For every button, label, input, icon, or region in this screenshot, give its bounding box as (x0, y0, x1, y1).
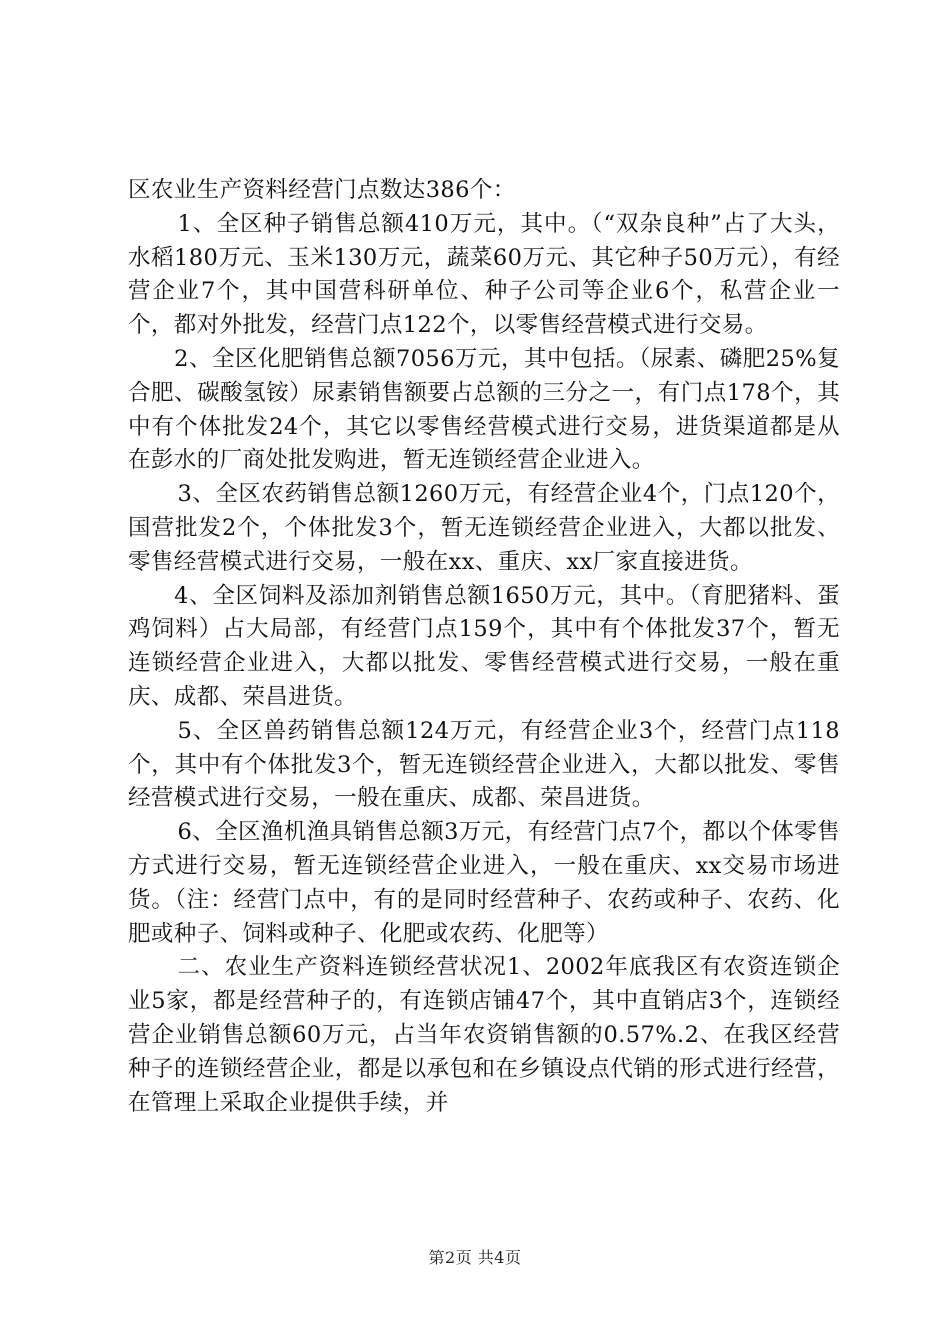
paragraph-intro: 区农业生产资料经营门点数达386个： (128, 177, 516, 203)
paragraph-fishing-gear: 6、全区渔机渔具销售总额3万元，有经营门点7个，都以个体零售方式进行交易，暂无连锁经营企业进入，一般在重庆、xx交易市场进货。（注：经营门点中，有的是同时经营种子、农药或种子、农药、化肥或种子、饲料或种子、化肥或农药、化肥等） (128, 819, 840, 947)
paragraph-feed: 4、全区饲料及添加剂销售总额1650万元，其中。（育肥猪料、蛋鸡饲料）占大局部，有经营门点159个，其中有个体批发37个，暂无连锁经营企业进入，大都以批发、零售经营模式进行交易，一般在重庆、成都、荣昌进货。 (128, 582, 840, 710)
paragraph-seeds: 1、全区种子销售总额410万元，其中。（“双杂良种”占了大头，水稻180万元、玉米130万元，蔬菜60万元、其它种子50万元），有经营企业7个，其中国营科研单位、种子公司等企业6个，私营企业一个，都对外批发，经营门点122个，以零售经营模式进行交易。 (128, 210, 840, 339)
page-footer: 第2页 共4页 (428, 1248, 522, 1267)
paragraph-chain-status: 二、农业生产资料连锁经营状况1、2002年底我区有农资连锁企业5家，都是经营种子的，有连锁店铺47个，其中直销店3个，连锁经营企业销售总额60万元，占当年农资销售额的0.57%.2、在我区经营种子的连锁经营企业，都是以承包和在乡镇设点代销的形式进行经营，在管理上采取企业提供手续，并 (128, 954, 840, 1116)
paragraph-veterinary: 5、全区兽药销售总额124万元，有经营企业3个，经营门点118个，其中有个体批发3个，暂无连锁经营企业进入，大都以批发、零售经营模式进行交易，一般在重庆、成都、荣昌进货。 (128, 717, 840, 812)
paragraph-pesticide: 3、全区农药销售总额1260万元，有经营企业4个，门点120个，国营批发2个，个体批发3个，暂无连锁经营企业进入，大都以批发、零售经营模式进行交易，一般在xx、重庆、xx厂家直接进货。 (128, 481, 840, 575)
paragraph-fertilizer: 2、全区化肥销售总额7056万元，其中包括。（尿素、磷肥25%复合肥、碳酸氢铵）尿素销售额要占总额的三分之一，有门点178个，其中有个体批发24个，其它以零售经营模式进行交易，进货渠道都是从在彭水的厂商处批发购进，暂无连锁经营企业进入。 (128, 345, 840, 474)
document-body (128, 174, 840, 1120)
